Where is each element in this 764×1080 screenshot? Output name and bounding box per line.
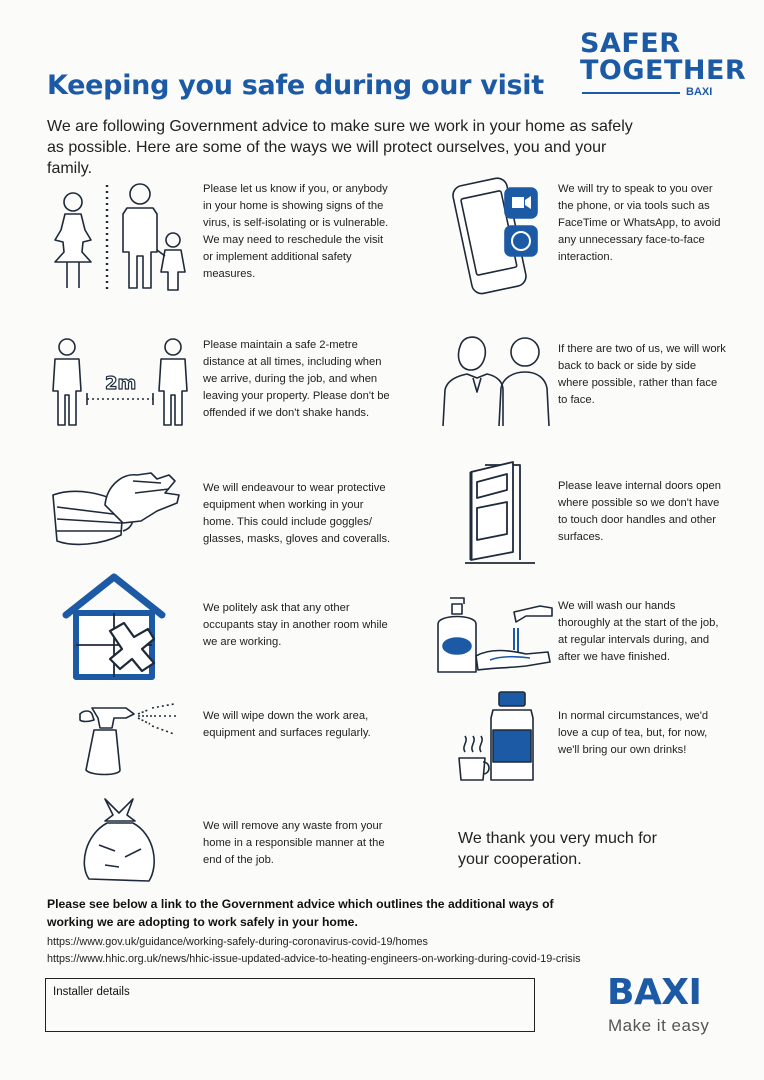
installer-details-box[interactable]	[45, 978, 535, 1032]
distance-2m-icon	[45, 335, 195, 430]
handwash-icon	[430, 594, 560, 684]
measure-text-ppe: We will endeavour to wear protective equipment when working in your home. This could include goggles/ glasses, masks, gloves and coveralls.	[203, 482, 391, 545]
distance-2m-label: 2m	[105, 373, 137, 394]
logo-rule	[582, 92, 680, 94]
house-room-cross-icon	[62, 573, 167, 683]
gov-link[interactable]: https://www.gov.uk/guidance/working-safely-during-coronavirus-covid-19/homes	[47, 936, 428, 948]
measure-text-drinks: In normal circumstances, we'd love a cup of tea, but, for now, we'll bring our own drinks!	[558, 710, 709, 756]
phone-video-call-icon	[447, 176, 547, 296]
installer-details-label: Installer details	[53, 986, 130, 998]
family-icon	[45, 180, 195, 295]
page-title: Keeping you safe during our visit	[47, 70, 544, 101]
intro-text: We are following Government advice to make sure we work in your home as safely as possible. Here are some of the ways we will protect ourselves, you and your family.	[47, 118, 633, 177]
logo-line-1: SAFER	[580, 28, 681, 59]
measure-text-back-to-back: If there are two of us, we will work back to back or side by side where possible, rather than face to face.	[558, 343, 726, 406]
baxi-logo: BAXI	[607, 972, 702, 1013]
hhic-link[interactable]: https://www.hhic.org.uk/news/hhic-issue-updated-advice-to-heating-engineers-on-working-during-covid-19-crisis	[47, 953, 581, 965]
logo-line-2: TOGETHER	[580, 55, 747, 86]
measure-text-symptoms: Please let us know if you, or anybody in your home is showing signs of the virus, is self-isolating or is vulnerable. We may need to reschedule the visit or implement additional safety measures.	[203, 183, 389, 280]
thanks-text: We thank you very much for your cooperation.	[458, 830, 657, 868]
spray-bottle-icon	[70, 700, 185, 780]
measure-text-wipe-down: We will wipe down the work area, equipment and surfaces regularly.	[203, 710, 371, 739]
measure-text-doors: Please leave internal doors open where possible so we don't have to touch door handles and other surfaces.	[558, 480, 721, 543]
safer-together-logo	[580, 28, 747, 98]
logo-line-3: BAXI	[686, 86, 713, 98]
flask-tea-icon	[455, 688, 545, 788]
ppe-gloves-mask-icon	[45, 465, 185, 555]
open-door-icon	[465, 460, 535, 565]
measure-text-handwash: We will wash our hands thoroughly at the start of the job, at regular intervals during, and after we have finished.	[558, 600, 719, 663]
measure-text-occupants: We politely ask that any other occupants stay in another room while we are working.	[203, 602, 388, 648]
measure-text-remote-contact: We will try to speak to you over the phone, or via tools such as FaceTime or WhatsApp, to avoid any unnecessary face-to-face interaction.	[558, 183, 721, 263]
back-to-back-icon	[437, 330, 552, 430]
measure-text-distance: Please maintain a safe 2-metre distance at all times, including when we arrive, during the job, and when leaving your property. Please don't be offended if we don't shake hands.	[203, 339, 390, 419]
waste-bag-icon	[75, 795, 165, 885]
baxi-tagline: Make it easy	[608, 1016, 710, 1035]
measure-text-waste: We will remove any waste from your home in a responsible manner at the end of the job.	[203, 820, 385, 866]
footnote-text: Please see below a link to the Government advice which outlines the additional ways of working we are adopting to work safely in your home.	[47, 897, 554, 929]
